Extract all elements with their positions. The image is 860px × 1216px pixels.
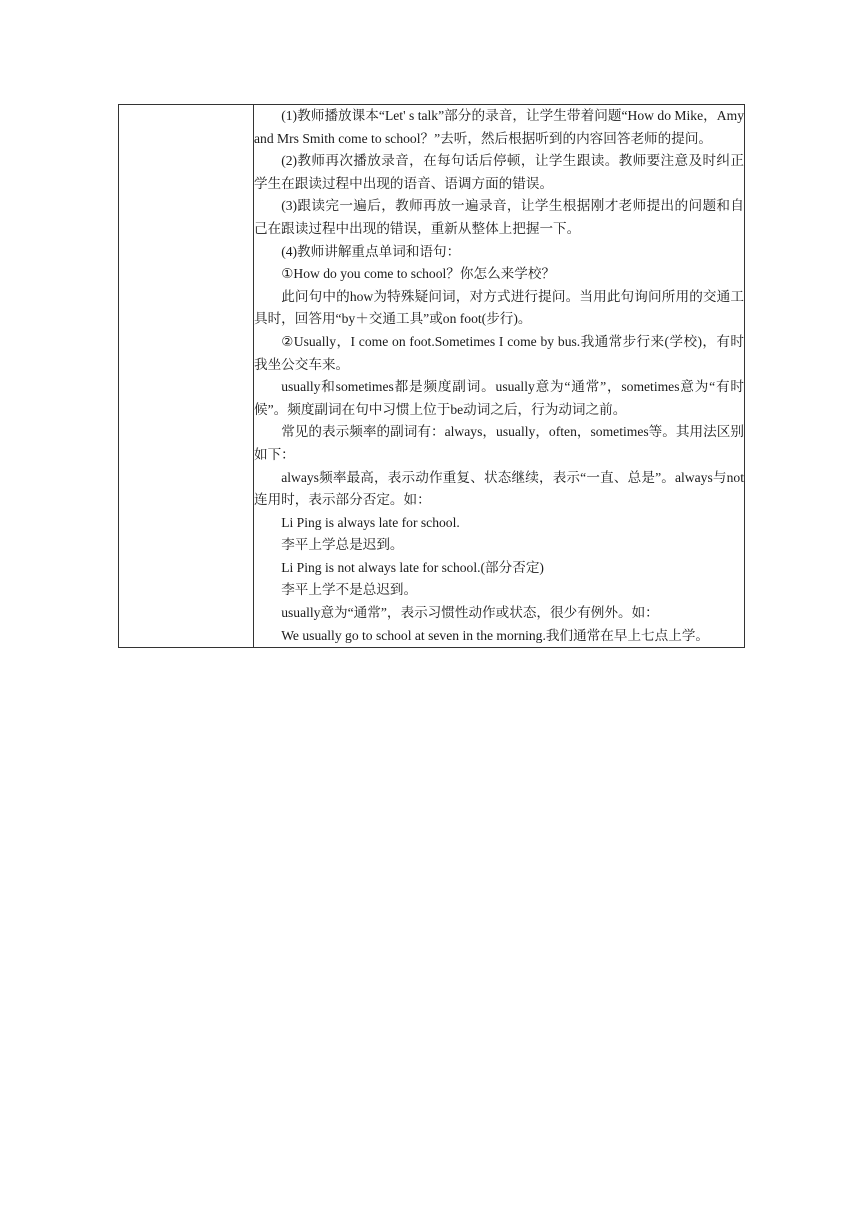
paragraph: Li Ping is always late for school. <box>281 514 460 530</box>
paragraph: always频率最高，表示动作重复、状态继续，表示“一直、总是”。always与not连用时，表示部分否定。如： <box>254 469 744 508</box>
paragraph: ①How do you come to school？你怎么来学校？ <box>281 266 556 282</box>
paragraph: We usually go to school at seven in the morning.我们通常在早上七点上学。 <box>281 627 710 643</box>
paragraph: 此问句中的how为特殊疑问词，对方式进行提问。当用此句询问所用的交通工具时，回答用“by＋交通工具”或on foot(步行)。 <box>254 288 744 327</box>
paragraph: 李平上学总是迟到。 <box>281 537 404 553</box>
paragraph: 李平上学不是总迟到。 <box>281 582 418 598</box>
paragraph: (1)教师播放课本“Let' s talk”部分的录音，让学生带着问题“How do Mike，Amy and Mrs Smith come to school？”去听，然后根据听到的内容回答老师的提问。 <box>254 108 744 146</box>
table-row <box>119 105 745 648</box>
content-cell <box>254 105 745 648</box>
paragraph: Li Ping is not always late for school.(部分否定) <box>281 559 544 575</box>
paragraph: usually意为“通常”，表示习惯性动作或状态，很少有例外。如： <box>281 605 659 621</box>
paragraph: (2)教师再次播放录音，在每句话后停顿，让学生跟读。教师要注意及时纠正学生在跟读过程中出现的语音、语调方面的错误。 <box>254 153 744 191</box>
paragraph: 常见的表示频率的副词有：always，usually，often，sometimes等。其用法区别如下： <box>254 424 744 462</box>
paragraph: (3)跟读完一遍后，教师再放一遍录音，让学生根据刚才老师提出的问题和自己在跟读过程中出现的错误，重新从整体上把握一下。 <box>254 198 744 236</box>
paragraph: usually和sometimes都是频度副词。usually意为“通常”，sometimes意为“有时候”。频度副词在句中习惯上位于be动词之后，行为动词之前。 <box>254 379 744 417</box>
lesson-table <box>118 104 745 648</box>
paragraph: (4)教师讲解重点单词和语句： <box>281 243 461 259</box>
paragraph: ②Usually，I come on foot.Sometimes I come by bus.我通常步行来(学校)，有时我坐公交车来。 <box>254 333 744 372</box>
section-label-cell <box>119 105 254 648</box>
